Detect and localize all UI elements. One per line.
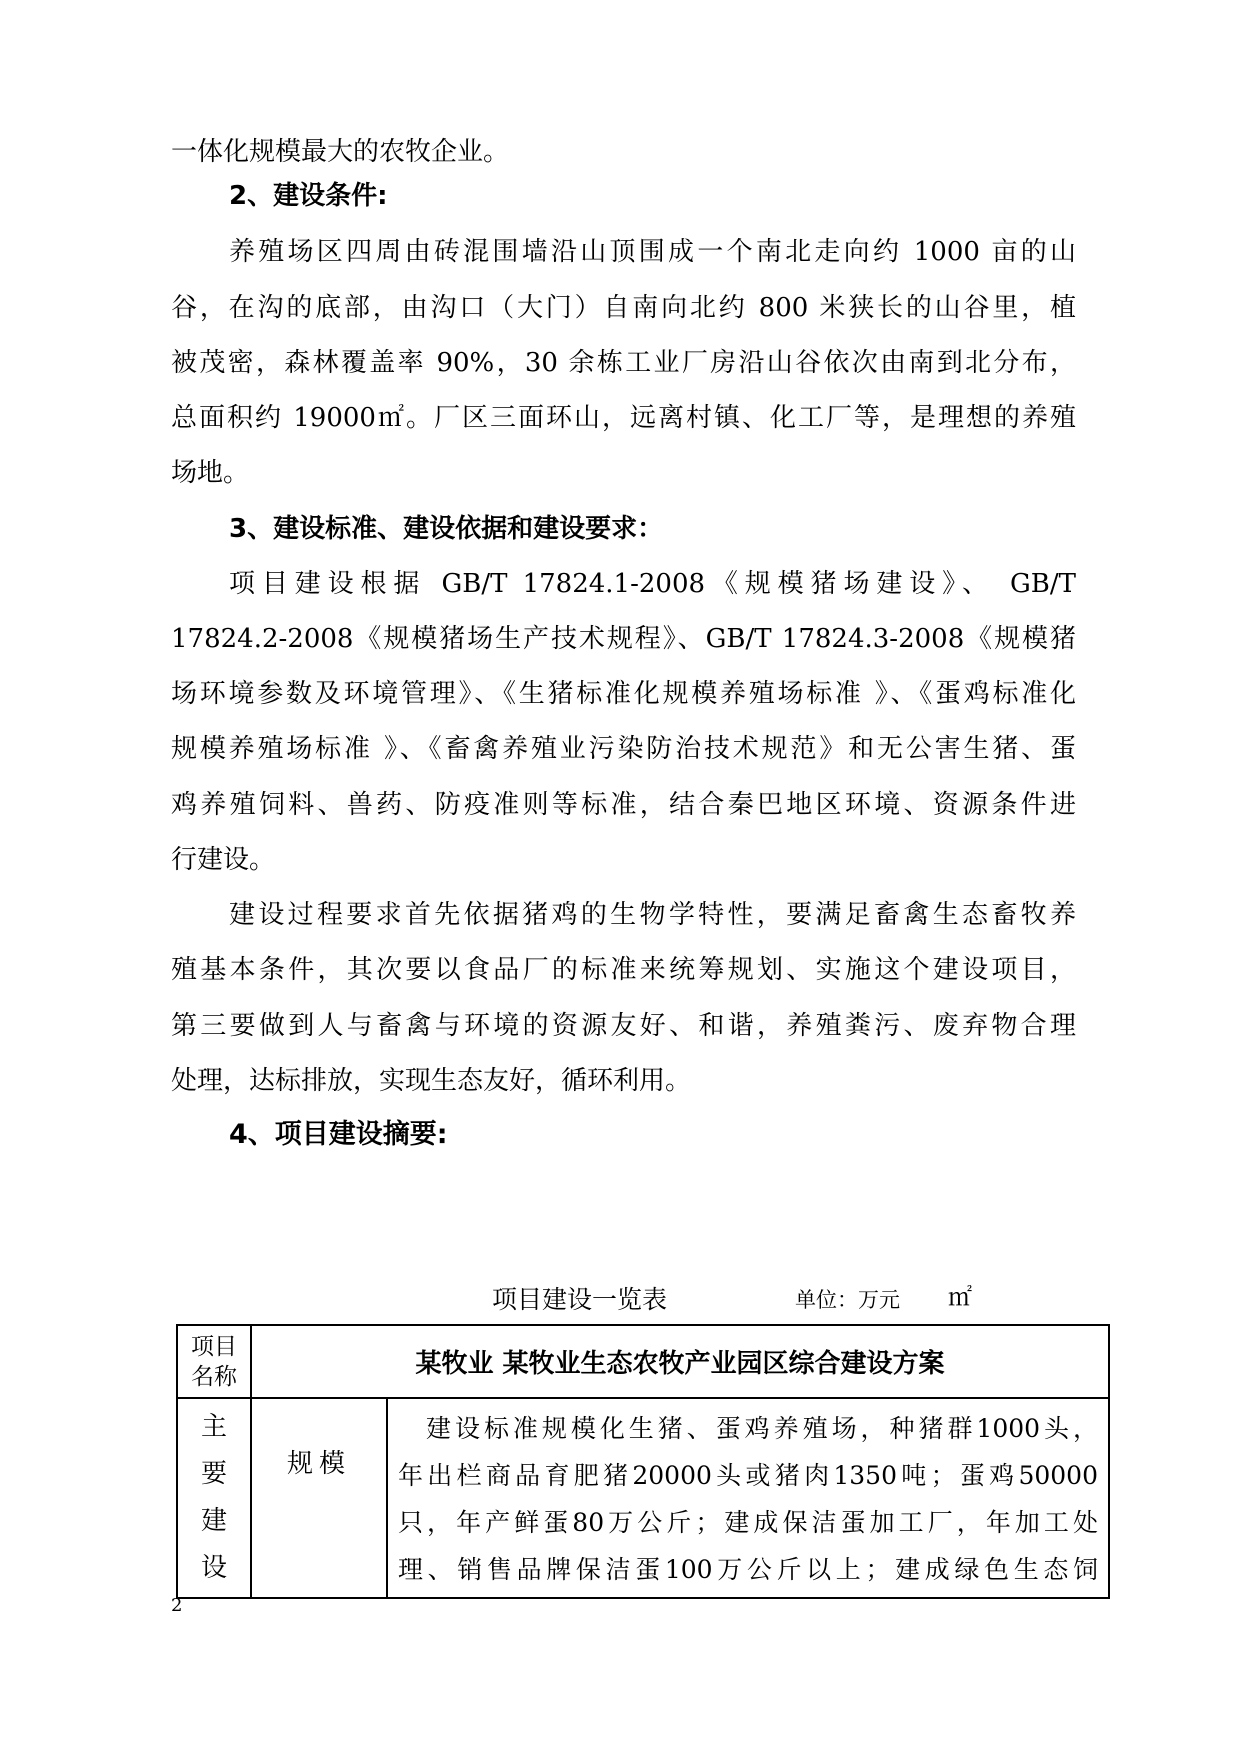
- table-scale-row: [177, 1398, 1109, 1598]
- vertical-label-char: 要: [200, 1459, 227, 1489]
- project-name-label-line-2: 名称: [191, 1363, 237, 1390]
- section-2-line-2: 谷，在沟的底部，由沟口（大门）自南向北约 800 米狭长的山谷里，植: [171, 293, 1076, 323]
- project-name-cell: 某牧业 某牧业生态农牧产业园区综合建设方案: [251, 1325, 1109, 1398]
- scale-description-line: 年出栏商品育肥猪20000头或猪肉1350吨；蛋鸡50000: [398, 1460, 1098, 1490]
- section-3-para1-line-1: 项目建设根据 GB/T 17824.1-2008《规模猪场建设》、 GB/T: [229, 569, 1076, 599]
- main-construction-label-cell: [177, 1398, 251, 1598]
- section-3-para1-line-4: 规模养殖场标准 》、《畜禽养殖业污染防治技术规范》和无公害生猪、蛋: [171, 734, 1076, 764]
- section-4-heading: 4、项目建设摘要:: [229, 1119, 448, 1150]
- section-2-line-1: 养殖场区四周由砖混围墙沿山顶围成一个南北走向约 1000 亩的山: [229, 237, 1076, 267]
- vertical-label-char: 设: [200, 1553, 227, 1583]
- unit-square-meter: ㎡: [948, 1283, 972, 1311]
- section-3-para1-line-3: 场环境参数及环境管理》、《生猪标准化规模养殖场标准 》、《蛋鸡标准化: [171, 679, 1076, 709]
- project-summary-table: [176, 1324, 1110, 1599]
- scale-description-cell: [387, 1398, 1109, 1598]
- section-2-line-3: 被茂密，森林覆盖率 90%，30 余栋工业厂房沿山谷依次由南到北分布，: [171, 348, 1076, 378]
- section-3-para2-line-4: 处理，达标排放，实现生态友好，循环利用。: [171, 1066, 692, 1096]
- section-3-heading: 3、建设标准、建设依据和建设要求：: [229, 514, 664, 544]
- project-name-label-line-1: 项目: [191, 1333, 237, 1360]
- section-3-para1-line-6: 行建设。: [171, 845, 276, 875]
- vertical-label-char: 建: [200, 1506, 227, 1536]
- scale-description-line: 理、销售品牌保洁蛋100万公斤以上；建成绿色生态饲: [398, 1554, 1098, 1584]
- vertical-label-char: 主: [200, 1412, 227, 1442]
- scale-label-cell: 规模: [251, 1398, 387, 1598]
- section-3-para2-line-2: 殖基本条件，其次要以食品厂的标准来统筹规划、实施这个建设项目，: [171, 955, 1076, 985]
- unit-label: 单位：万元: [795, 1288, 900, 1312]
- section-3-para1-line-5: 鸡养殖饲料、兽药、防疫准则等标准，结合秦巴地区环境、资源条件进: [171, 790, 1076, 820]
- section-3-para2-line-3: 第三要做到人与畜禽与环境的资源友好、和谐，养殖粪污、废弃物合理: [171, 1011, 1076, 1041]
- section-2-line-5: 场地。: [171, 458, 250, 488]
- intro-tail-line: 一体化规模最大的农牧企业。: [171, 137, 510, 167]
- table-caption: 项目建设一览表: [492, 1285, 668, 1314]
- section-3-para2-line-1: 建设过程要求首先依据猪鸡的生物学特性，要满足畜禽生态畜牧养: [229, 900, 1076, 930]
- section-3-para1-line-2: 17824.2-2008《规模猪场生产技术规程》、GB/T 17824.3-2008《规模猪: [171, 624, 1076, 654]
- scale-description-line: 只，年产鲜蛋80万公斤；建成保洁蛋加工厂，年加工处: [398, 1507, 1098, 1537]
- scale-description-line: 建设标准规模化生猪、蛋鸡养殖场，种猪群1000头，: [426, 1413, 1098, 1443]
- section-2-heading: 2、建设条件:: [229, 181, 388, 211]
- table-header-row: [177, 1325, 1109, 1398]
- section-2-line-4: 总面积约 19000㎡。厂区三面环山，远离村镇、化工厂等，是理想的养殖: [171, 403, 1076, 433]
- project-name-label-cell: [177, 1325, 251, 1398]
- page-number: 2: [171, 1595, 183, 1616]
